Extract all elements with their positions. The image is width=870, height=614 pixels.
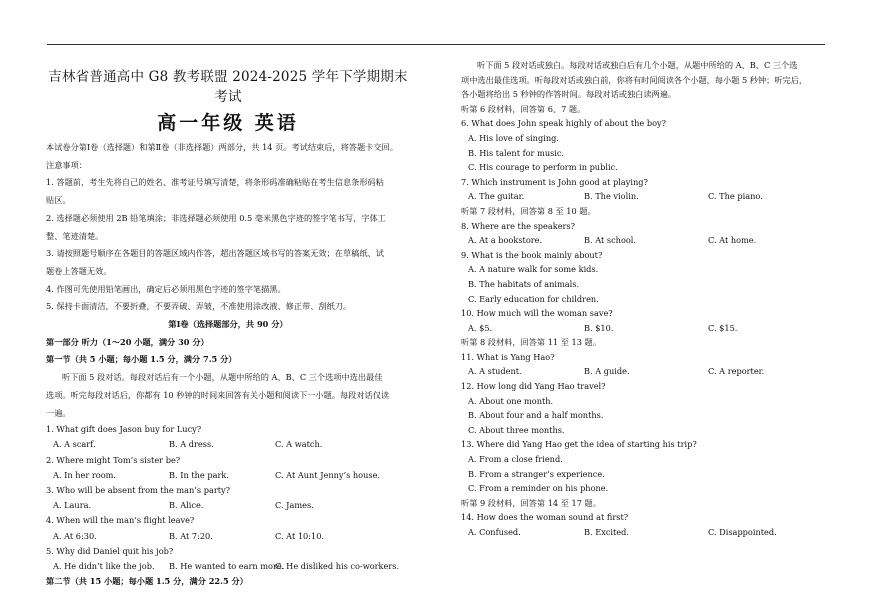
option[interactable]: A. About one month. xyxy=(468,395,554,406)
question: 14. How does the woman sound at first? xyxy=(461,512,629,523)
option[interactable]: C. His courage to perform in public. xyxy=(468,162,618,173)
option[interactable]: C. At home. xyxy=(708,235,757,246)
option[interactable]: A. A student. xyxy=(468,366,522,377)
option[interactable]: A. In her room. xyxy=(53,469,117,480)
option[interactable]: C. A watch. xyxy=(275,439,323,450)
option[interactable]: A. A nature walk for some kids. xyxy=(468,264,599,275)
option[interactable]: A. $5. xyxy=(468,322,493,333)
right-column xyxy=(461,58,826,540)
top-rule xyxy=(47,44,825,45)
section-instructions: 项中选出最佳选项。听每段对话或独白前，你将有时间阅读各个小题，每小题 5 秒钟；听完后， xyxy=(461,74,808,85)
notice-item: 5. 保持卡面清洁，不要折叠，不要弄破、弄皱，不准使用涂改液、修正带、刮纸刀。 xyxy=(46,301,352,312)
option[interactable]: A. Confused. xyxy=(468,527,521,537)
option[interactable]: B. At school. xyxy=(584,235,637,246)
section-instructions: 一遍。 xyxy=(46,407,71,418)
notice-item: 3. 请按照题号顺序在各题目的答题区域内作答，超出答题区域书写的答案无效；在草稿纸、试 xyxy=(46,248,384,259)
question: 9. What is the book mainly about? xyxy=(461,249,603,260)
option[interactable]: B. $10. xyxy=(584,322,614,333)
question-list-left xyxy=(46,422,410,574)
question: 1. What gift does Jason buy for Lucy? xyxy=(46,424,202,435)
exam-title: 吉林省普通高中 G8 教考联盟 2024-2025 学年下学期期末考试 xyxy=(48,69,408,105)
question: 13. Where did Yang Hao get the idea of starting his trip? xyxy=(461,439,697,450)
option[interactable]: B. About four and a half months. xyxy=(468,410,604,421)
question: 11. What is Yang Hao? xyxy=(461,351,555,362)
volume-heading: 第Ⅰ卷（选择题部分，共 90 分） xyxy=(168,319,288,330)
question: 2. Where might Tom’s sister be? xyxy=(46,454,181,465)
notice-item: 4. 作图可先使用铅笔画出，确定后必须用黑色字迹的签字笔描黑。 xyxy=(46,283,286,294)
option[interactable]: C. Disappointed. xyxy=(708,527,777,537)
option[interactable]: A. The guitar. xyxy=(468,191,525,202)
question: 4. When will the man’s flight leave? xyxy=(46,515,195,526)
notice-item: 贴区。 xyxy=(46,195,71,206)
section-instructions: 听下面 5 段对话或独白。每段对话或独白后有几个小题，从题中所给的 A、B、C 三个选 xyxy=(477,60,798,70)
option[interactable]: C. The piano. xyxy=(708,191,763,202)
option-row xyxy=(46,498,410,513)
option-row xyxy=(461,525,826,540)
section-instructions: 各小题将给出 5 秒钟的作答时间。每段对话或独白读两遍。 xyxy=(461,89,677,100)
option-row xyxy=(461,189,826,204)
option[interactable]: C. From a reminder on his phone. xyxy=(468,483,609,494)
option[interactable]: A. His love of singing. xyxy=(468,132,559,143)
option[interactable]: B. A dress. xyxy=(169,439,214,450)
question: 7. Which instrument is John good at playing? xyxy=(461,176,648,187)
option[interactable]: A. A scarf. xyxy=(53,439,96,450)
option[interactable]: A. He didn’t like the job. xyxy=(53,561,155,572)
material-note: 听第 6 段材料，回答第 6、7 题。 xyxy=(461,103,586,114)
section-instructions: 选项。听完每段对话后，你都有 10 秒钟的时间来回答有关小题和阅读下一小题。每段对话仅读 xyxy=(46,389,390,400)
notice-title: 注意事项： xyxy=(46,159,87,170)
option-row xyxy=(461,364,826,379)
notice-item: 题卷上答题无效。 xyxy=(46,265,112,276)
instructions-intro: 本试卷分第Ⅰ卷（选择题）和第Ⅱ卷（非选择题）两部分，共 14 页。考试结束后，将答题卡交回。 xyxy=(46,142,398,152)
option[interactable]: C. At 10:10. xyxy=(275,530,325,541)
question: 5. Why did Daniel quit his job? xyxy=(46,545,174,556)
option[interactable]: B. Alice. xyxy=(169,500,204,511)
option[interactable]: B. He wanted to earn more. xyxy=(169,561,285,572)
section-heading: 第一节（共 5 小题；每小题 1.5 分，满分 7.5 分） xyxy=(46,354,237,365)
question: 3. Who will be absent from the man’s party? xyxy=(46,485,231,496)
notice-item: 整、笔迹清楚。 xyxy=(46,230,104,241)
option[interactable]: A. From a close friend. xyxy=(468,454,563,465)
option[interactable]: B. From a stranger’s experience. xyxy=(468,468,605,479)
notice-item: 2. 选择题必须使用 2B 铅笔填涂；非选择题必须使用 0.5 毫米黑色字迹的签字笔书写，字体工 xyxy=(46,212,386,223)
option[interactable]: A. Laura. xyxy=(53,500,92,511)
option[interactable]: B. At 7:20. xyxy=(169,530,213,541)
option[interactable]: A. At a bookstore. xyxy=(468,235,543,246)
option-row xyxy=(46,559,410,574)
option-row xyxy=(46,529,410,544)
exam-subtitle: 高一年级 英语 xyxy=(157,112,299,134)
option-row xyxy=(46,468,410,483)
option[interactable]: C. About three months. xyxy=(468,424,565,435)
question: 6. What does John speak highly of about the boy? xyxy=(461,118,667,129)
option[interactable]: C. James. xyxy=(275,500,314,511)
option-row xyxy=(461,233,826,248)
option[interactable]: B. A guide. xyxy=(584,366,630,377)
option[interactable]: C. At Aunt Jenny’s house. xyxy=(275,469,381,480)
option[interactable]: B. The violin. xyxy=(584,191,639,202)
question: 8. Where are the speakers? xyxy=(461,220,576,231)
option-row xyxy=(46,437,410,452)
notice-item: 1. 答题前，考生先将自己的姓名、准考证号填写清楚，将条形码准确粘贴在考生信息条形码粘 xyxy=(46,177,384,188)
material-note: 听第 9 段材料，回答第 14 至 17 题。 xyxy=(461,497,601,508)
option[interactable]: B. The habitats of animals. xyxy=(468,278,580,289)
option[interactable]: C. Early education for children. xyxy=(468,293,599,304)
material-note: 听第 7 段材料，回答第 8 至 10 题。 xyxy=(461,205,596,216)
question: 10. How much will the woman save? xyxy=(461,308,613,319)
option[interactable]: B. In the park. xyxy=(169,469,229,480)
question: 12. How long did Yang Hao travel? xyxy=(461,381,606,392)
option[interactable]: C. $15. xyxy=(708,322,738,333)
section-instructions: 听下面 5 段对话。每段对话后有一个小题，从题中所给的 A、B、C 三个选项中选出最佳 xyxy=(62,372,383,383)
option[interactable]: C. A reporter. xyxy=(708,366,765,377)
option[interactable]: B. Excited. xyxy=(584,527,629,537)
part-heading: 第一部分 听力（1～20 小题，满分 30 分） xyxy=(46,336,209,347)
material-note: 听第 8 段材料，回答第 11 至 13 题。 xyxy=(461,337,601,348)
option[interactable]: B. His talent for music. xyxy=(468,147,565,158)
option[interactable]: C. He disliked his co-workers. xyxy=(275,561,400,572)
question-list-right xyxy=(461,102,826,540)
option[interactable]: A. At 6:30. xyxy=(53,530,97,541)
option-row xyxy=(461,321,826,336)
left-column xyxy=(46,58,410,589)
section-heading: 第二节（共 15 小题；每小题 1.5 分，满分 22.5 分） xyxy=(46,576,248,587)
